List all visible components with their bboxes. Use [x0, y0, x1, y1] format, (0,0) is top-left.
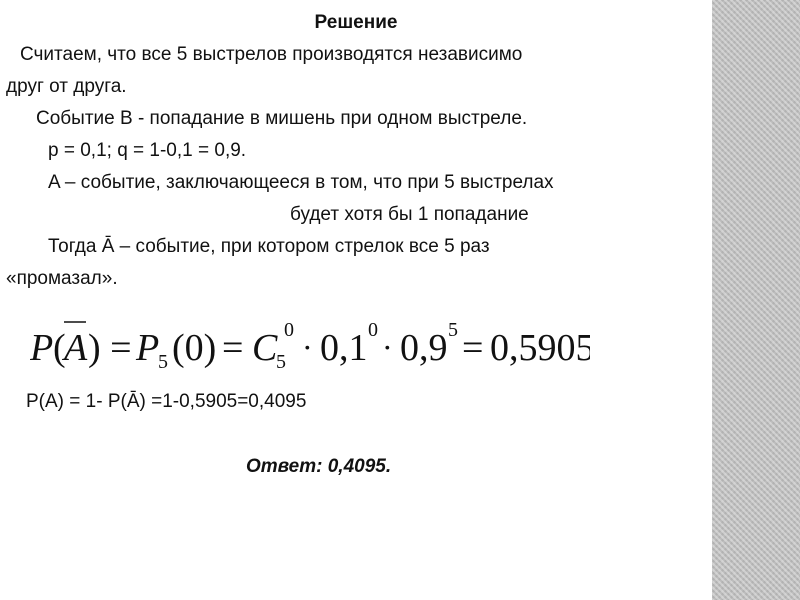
probability-formula: [30, 318, 590, 374]
formula-c: C: [252, 327, 278, 369]
formula-term1-sup: 0: [368, 319, 378, 341]
formula-svg: [30, 318, 590, 374]
text-line-2: друг от друга.: [6, 76, 127, 97]
formula-c-sup: 0: [284, 319, 294, 341]
text-line-4: p = 0,1; q = 1-0,1 = 0,9.: [48, 140, 247, 161]
text-line-1: Считаем, что все 5 выстрелов производятся независимо: [20, 44, 523, 65]
answer-text: Ответ: 0,4095.: [246, 456, 392, 477]
formula-close-eq: ) =: [88, 327, 132, 369]
formula-p5-sub: 5: [158, 351, 168, 373]
text-line-5: A – событие, заключающееся в том, что при 5 выстрелах: [48, 172, 554, 193]
text-line-7: Тогда Ā – событие, при котором стрелок все 5 раз: [48, 236, 490, 257]
formula-result: 0,5905: [490, 327, 590, 369]
formula-arg0: (0): [172, 327, 217, 369]
formula-term1: 0,1: [320, 327, 368, 369]
formula-a: A: [64, 327, 88, 369]
result-line: P(A) = 1- P(Ā) =1-0,5905=0,4095: [26, 391, 307, 412]
formula-p5: P: [136, 327, 160, 369]
text-line-3: Событие B - попадание в мишень при одном выстреле.: [36, 108, 528, 129]
formula-dot-2: ·: [382, 329, 393, 365]
formula-p: P: [30, 327, 54, 369]
formula-open-paren: (: [53, 327, 66, 369]
formula-dot-1: ·: [302, 329, 313, 365]
formula-term2-sup: 5: [448, 319, 458, 341]
formula-eq-2: =: [462, 327, 484, 369]
decorative-side-band: [712, 0, 800, 600]
solution-title: Решение: [314, 12, 398, 33]
formula-term2: 0,9: [400, 327, 448, 369]
text-line-6: будет хотя бы 1 попадание: [290, 204, 529, 225]
formula-eq-1: =: [222, 327, 244, 369]
formula-c-sub: 5: [276, 351, 286, 373]
text-line-8: «промазал».: [6, 268, 118, 289]
